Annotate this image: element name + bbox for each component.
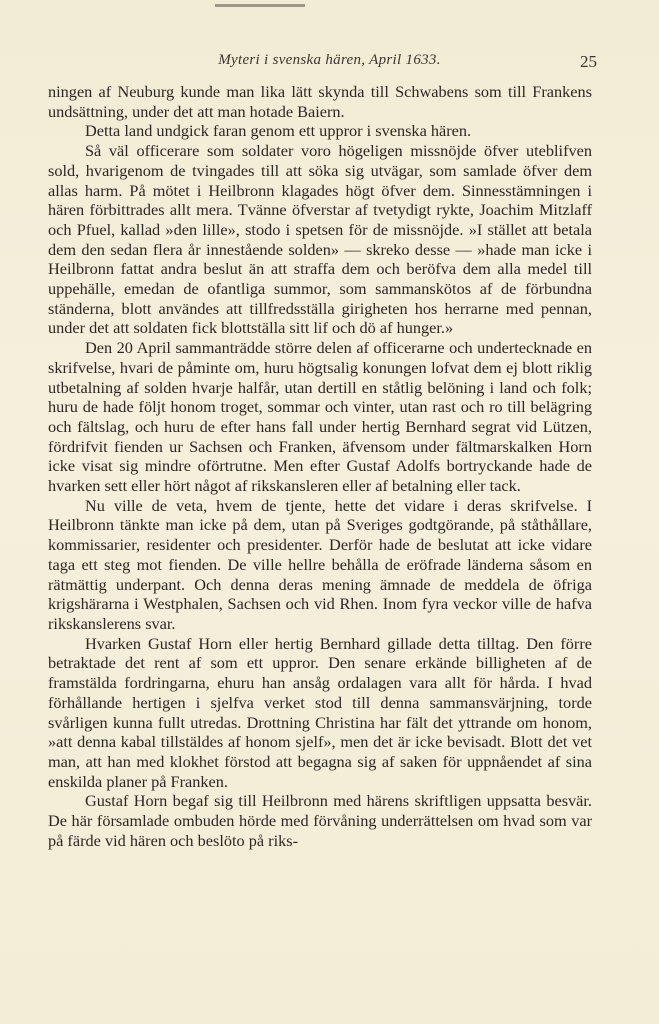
running-head-title: Myteri i svenska hären, April 1633. bbox=[218, 52, 441, 68]
running-head bbox=[0, 52, 659, 72]
scan-edge-mark bbox=[215, 4, 305, 7]
paragraph: Hvarken Gustaf Horn eller hertig Bernhard gillade detta tilltag. Den förre betraktade det rent af som ett uppror. Den senare erkände billigheten af de framstälda fordringarna, ehuru han ansåg ordalagen vara allt för hårda. I hvad förhållande hertigen i sjelfva verket stod till denna sammansvärjning, torde svårligen kunna fullt utredas. Drottning Christina har fält det yttrande om honom, »att denna kabal tillstäldes af honom sjelf», men det är icke bevisadt. Blott det vet man, att han med klokhet förstod att begagna sig af saken för uppnåendet af sina enskilda planer på Franken. bbox=[48, 633, 592, 791]
page-number: 25 bbox=[580, 52, 597, 71]
paragraph: Gustaf Horn begaf sig till Heilbronn med härens skriftligen uppsatta besvär. De här församlade ombuden hörde med förvåning underrättelsen om hvad som var på färde vid hären och beslöto på riks- bbox=[48, 791, 592, 850]
paragraph: Den 20 April sammanträdde större delen af officerarne och undertecknade en skrifvelse, hvari de påminte om, huru högtsalig konungen lofvat dem ej blott riklig utbetalning af solden hvarje halfår, utan dertill en ståtlig belöning i land och folk; huru de hade följt honom troget, sommar och vinter, utan rast och ro till belägring och fältslag, och huru de efter hans fall under hertig Bernhard segrat vid Lützen, fördrifvit fienden ur Sachsen och Franken, äfvensom under fältmarskalken Horn icke visat sig mindre oförtrutne. Men efter Gustaf Adolfs bortryckande hade de hvarken sett eller hört något af rikskansleren eller af betalning eller tack. bbox=[48, 338, 592, 496]
paragraph: Detta land undgick faran genom ett uppror i svenska hären. bbox=[85, 121, 472, 141]
paragraph: Nu ville de veta, hvem de tjente, hette det vidare i deras skrifvelse. I Heilbronn tänkte man icke på dem, utan på Sveriges godtgörande, på ståthållare, kommissarier, residenter och presidenter. Derför hade de beslutat att icke vidare taga ett steg mot fienden. De ville hellre behålla de eröfrade länderna såsom en rätmättig underpant. Och denna deras mening ämnade de meddela de öfriga krigshärarna i Westphalen, Sachsen och vid Rhen. Inom fyra veckor ville de hafva rikskanslerens svar. bbox=[48, 495, 592, 633]
paragraph-continued: ningen af Neuburg kunde man lika lätt skynda till Schwabens som till Frankens undsättning, under det att man hotade Baiern. bbox=[48, 82, 592, 121]
body-text bbox=[48, 82, 592, 850]
paragraph: Så väl officerare som soldater voro högeligen missnöjde öfver uteblifven sold, hvarigenom de tvingades till att söka sig utvägar, som samlade öfver dem allas harm. På mötet i Heilbronn klagades högt öfver dem. Sinnesstämningen i hären förbittrades allt mera. Tvänne öfverstar af tvetydigt rykte, Joachim Mitzlaff och Pfuel, kallad »den lille», stodo i spetsen för de missnöjde. »I stället att betala dem den sedan flera år innestående solden» — skreko desse — »hade man icke i Heilbronn fattat andra beslut än att straffa dem och beröfva dem alla medel till uppehälle, emedan de ofantliga summor, som sammanskötos af de förbundna ständerna, blott användes att tillfredsställa girigheten hos herrarne med pennan, under det att soldaten fick blottställa sitt lif och dö af hunger.» bbox=[48, 141, 592, 338]
